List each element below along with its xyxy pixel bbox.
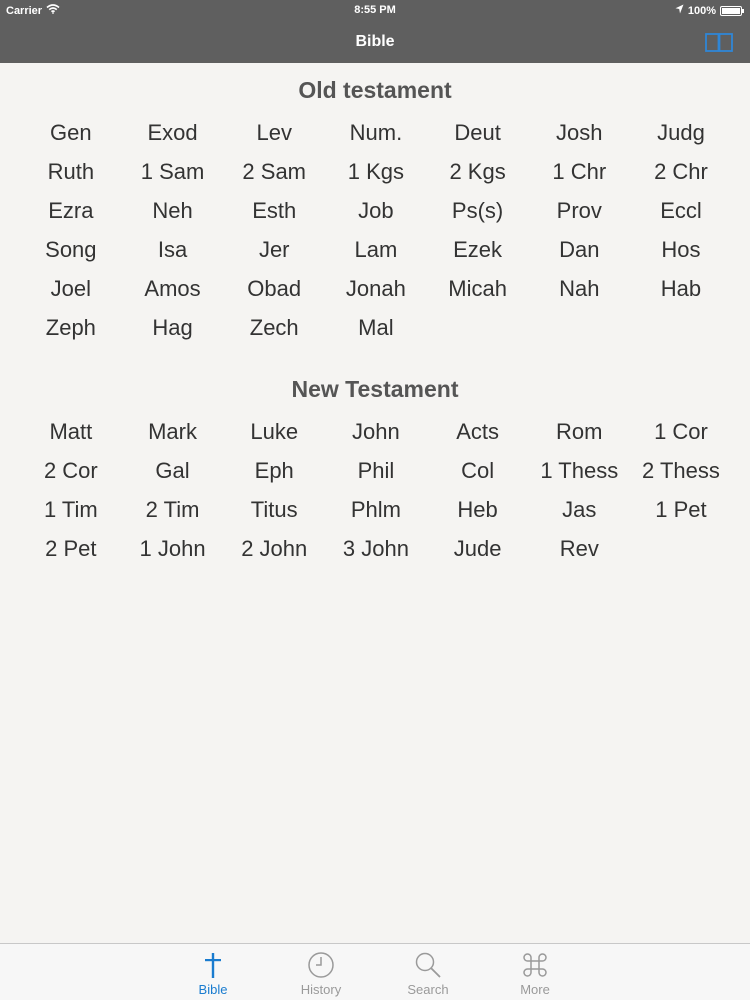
search-icon [388,950,468,980]
cross-icon [173,950,253,980]
book-link[interactable]: Mark [148,419,197,444]
book-icon [704,43,734,60]
book-link[interactable]: Rev [559,536,599,561]
book-link[interactable]: Gal [155,458,190,483]
carrier-label: Carrier [6,4,43,17]
navigation-bar [0,22,750,63]
book-link[interactable]: Amos [144,276,201,301]
book-link[interactable]: 1 Pet [655,497,707,522]
book-link[interactable]: 2 Tim [145,497,200,522]
book-link[interactable]: Lev [256,120,292,145]
book-link[interactable]: Phlm [350,497,401,522]
new-testament-grid [20,419,732,575]
book-link[interactable]: Prov [556,198,602,223]
clock-icon [281,950,361,980]
book-link[interactable]: 2 Chr [654,159,708,184]
tab-label: Bible [198,982,228,997]
book-link[interactable]: Matt [49,419,93,444]
battery-fill [722,8,740,14]
book-link[interactable]: Luke [250,419,299,444]
status-right [675,4,742,17]
tab-bible[interactable] [173,950,253,997]
book-link[interactable]: Obad [247,276,302,301]
book-link[interactable]: Exod [147,120,198,145]
command-icon [495,950,575,980]
book-link[interactable]: Eph [254,458,294,483]
book-link[interactable]: Judg [657,120,705,145]
book-link[interactable]: Num. [349,120,403,145]
status-time: 8:55 PM [354,4,396,16]
book-link[interactable]: Ruth [47,159,95,184]
book-link[interactable]: Zeph [45,315,96,340]
book-link[interactable]: 1 Sam [140,159,205,184]
book-link[interactable]: Jonah [345,276,406,301]
open-book-button[interactable] [704,28,734,56]
book-link[interactable]: Hab [660,276,702,301]
book-link[interactable]: Josh [556,120,603,145]
tab-history[interactable] [281,950,361,997]
book-link[interactable]: Ps(s) [451,198,504,223]
book-link[interactable]: 1 Thess [540,458,619,483]
book-link[interactable]: 1 Tim [43,497,98,522]
tab-label: Search [407,982,449,997]
book-link[interactable]: Jer [258,237,290,262]
book-link[interactable]: 2 Kgs [449,159,506,184]
book-link[interactable]: 1 Kgs [347,159,405,184]
book-link[interactable]: Phil [357,458,395,483]
book-link[interactable]: Song [45,237,97,262]
tab-label: History [300,982,342,997]
book-link[interactable]: 2 Thess [642,458,720,483]
book-link[interactable]: Eccl [660,198,702,223]
book-link[interactable]: 2 Pet [45,536,97,561]
location-arrow-icon [675,4,684,17]
battery-percent: 100% [687,4,716,17]
book-link[interactable]: Titus [250,497,298,522]
book-link[interactable]: Rom [556,419,603,444]
book-link[interactable]: 3 John [342,536,409,561]
old-testament-title: Old testament [298,77,452,103]
book-link[interactable]: Micah [448,276,507,301]
book-link[interactable]: Neh [152,198,193,223]
book-link[interactable]: 2 Sam [242,159,307,184]
battery-icon [720,6,742,16]
book-link[interactable]: Jude [453,536,502,561]
book-link[interactable]: Hos [661,237,701,262]
book-link[interactable]: Col [461,458,495,483]
book-link[interactable]: 2 Cor [43,458,98,483]
book-link[interactable]: 1 Cor [654,419,708,444]
book-link[interactable]: Nah [559,276,600,301]
book-link[interactable]: 1 John [139,536,206,561]
book-link[interactable]: Esth [252,198,297,223]
book-link[interactable]: Hag [152,315,193,340]
tab-label: More [520,982,550,997]
book-link[interactable]: 1 Chr [552,159,607,184]
book-link[interactable]: Isa [157,237,188,262]
book-link[interactable]: Ezra [48,198,94,223]
tab-more[interactable] [495,950,575,997]
book-link[interactable]: Dan [559,237,600,262]
book-link[interactable]: Gen [50,120,92,145]
tab-search[interactable] [388,950,468,997]
book-link[interactable]: Zech [249,315,299,340]
book-link[interactable]: Acts [456,419,499,444]
book-link[interactable]: Lam [354,237,398,262]
book-link[interactable]: Deut [454,120,501,145]
new-testament-title: New Testament [291,376,459,402]
old-testament-grid [20,120,732,354]
tab-bar [0,943,750,1000]
book-link[interactable]: 2 John [241,536,308,561]
book-link[interactable]: Job [358,198,394,223]
status-bar [0,0,750,22]
book-link[interactable]: Joel [50,276,92,301]
book-link[interactable]: Ezek [453,237,503,262]
book-link[interactable]: Jas [562,497,597,522]
book-link[interactable]: Heb [457,497,498,522]
nav-title: Bible [355,33,395,50]
book-link[interactable]: Mal [358,315,394,340]
book-link[interactable]: John [352,419,400,444]
